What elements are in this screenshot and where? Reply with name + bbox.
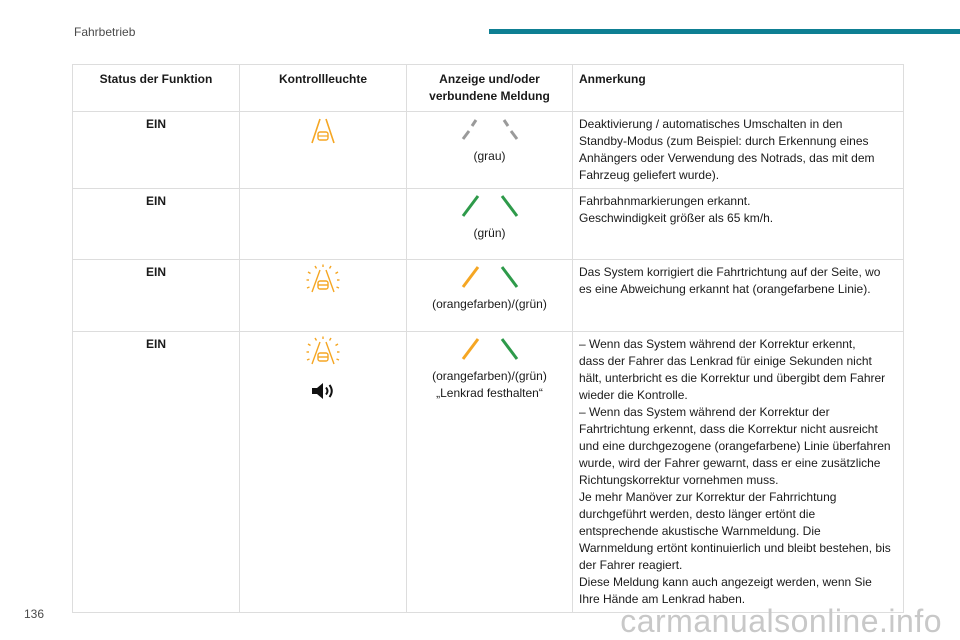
lamp-cell [240,260,407,332]
display-cell [407,112,573,189]
display-text: (grün) [473,226,506,240]
table-row [73,332,904,613]
table-row [73,189,904,260]
display-text: (grau) [473,149,506,163]
lane-keep-active-icon [306,264,340,296]
lane-lines-grey-icon [458,116,522,142]
header-lamp: Kontrollleuchte [240,65,407,112]
note-line: durchgeführt werden, desto länger ertönt die [579,507,816,521]
display-cell [407,332,573,613]
note-cell [573,260,904,332]
display-cell [407,189,573,260]
display-message: „Lenkrad festhalten“ [436,386,543,400]
status-cell: EIN [73,112,240,189]
display-cell [407,260,573,332]
note-line: dass der Fahrer das Lenkrad für einige Sekunden nicht [579,354,872,368]
lane-keep-active-icon [306,336,340,368]
note-line: Anhängers oder Verwendung des Notrads, das mit dem [579,151,875,165]
note-line: entsprechende akustische Warnmeldung. Die [579,524,821,538]
note-cell [573,332,904,613]
lane-lines-orange-green-icon [458,336,522,362]
speaker-icon [310,382,336,400]
watermark: carmanualsonline.info [620,603,942,639]
header-status: Status der Funktion [73,65,240,112]
note-line: Je mehr Manöver zur Korrektur der Fahrrichtung [579,490,837,504]
display-text: (orangefarben)/(grün) [432,297,547,311]
table-row [73,260,904,332]
status-cell: EIN [73,189,240,260]
function-status-table [72,64,904,613]
note-line: – Wenn das System während der Korrektur der [579,405,830,419]
lane-lines-orange-green-icon [458,264,522,290]
lamp-cell [240,332,407,613]
note-line: der Fahrer reagiert. [579,558,683,572]
note-cell [573,112,904,189]
note-line: Das System korrigiert die Fahrtrichtung auf der Seite, wo [579,265,881,279]
note-line: – Wenn das System während der Korrektur erkennt, [579,337,856,351]
table-row [73,112,904,189]
status-cell: EIN [73,332,240,613]
note-line: Standby-Modus (zum Beispiel: durch Erkennung eines [579,134,869,148]
table-header-row [73,65,904,112]
note-line: Geschwindigkeit größer als 65 km/h. [579,211,774,225]
display-text: (orangefarben)/(grün) [432,369,547,383]
header-accent-bar [489,29,960,34]
lamp-cell [240,189,407,260]
lamp-cell [240,112,407,189]
page-number: 136 [24,607,45,621]
note-line: Warnmeldung ertönt kontinuierlich und bleibt bestehen, bis [579,541,891,555]
note-line: Diese Meldung kann auch angezeigt werden, wenn Sie [579,575,872,589]
header-display: Anzeige und/oder verbundene Meldung [407,65,573,112]
section-title: Fahrbetrieb [74,25,136,39]
note-line: Fahrtrichtung erkennt, dass die Korrektur nicht ausreicht [579,422,878,436]
note-line: Fahrbahnmarkierungen erkannt. [579,194,751,208]
note-line: Richtungskorrektur vornehmen muss. [579,473,779,487]
note-line: Ihre Hände am Lenkrad haben. [579,592,746,606]
note-line: und eine durchgezogene (orangefarbene) Linie überfahren [579,439,891,453]
note-line: Fahrzeug geliefert wurde). [579,168,720,182]
note-line: wurde, wird der Fahrer gewarnt, dass er eine zusätzliche [579,456,881,470]
note-line: hält, unterbricht es die Korrektur und übergibt dem Fahrer [579,371,886,385]
lane-lines-green-icon [458,193,522,219]
note-line: wieder die Kontrolle. [579,388,688,402]
note-cell [573,189,904,260]
note-line: es eine Abweichung erkannt hat (orangefarbene Linie). [579,282,871,296]
header-note: Anmerkung [573,65,904,112]
lane-keep-warning-icon [309,116,337,146]
status-cell: EIN [73,260,240,332]
note-line: Deaktivierung / automatisches Umschalten in den [579,117,843,131]
